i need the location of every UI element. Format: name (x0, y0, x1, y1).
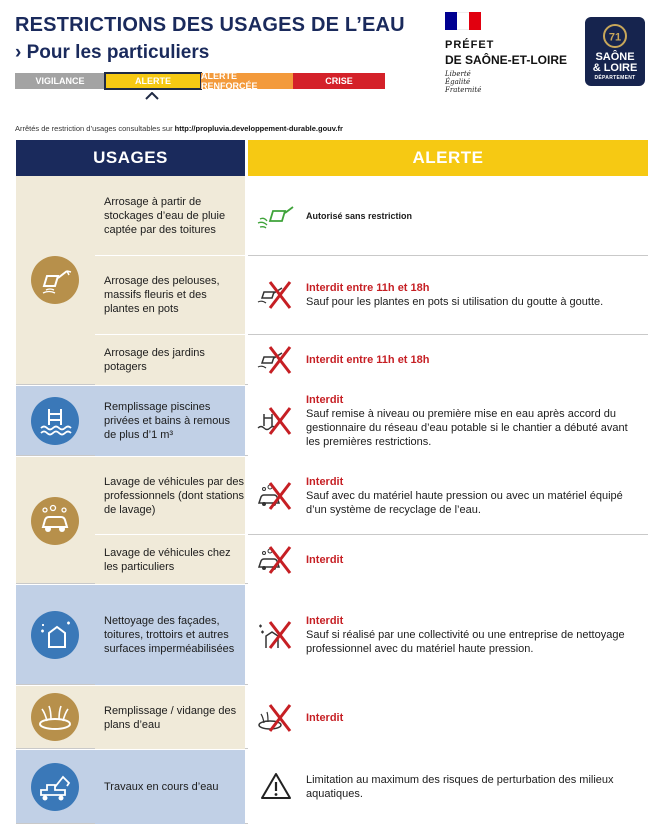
header-alerte: ALERTE (248, 140, 648, 176)
republic-motto: Liberté Égalité Fraternité (445, 70, 482, 94)
group-vehicules (16, 457, 648, 584)
forbidden-pool-icon (256, 404, 296, 438)
facade-cleaning-icon (31, 611, 79, 659)
group-nettoyage (16, 585, 648, 685)
pond-icon (31, 693, 79, 741)
department-emblem-icon (602, 23, 628, 49)
group-travaux (16, 750, 648, 824)
table-row: Arrosage des jardins potagers Interdit entre 11h et 18h (95, 335, 648, 385)
alert-level-bar (15, 73, 385, 89)
header-usages: USAGES (16, 140, 245, 176)
decree-url[interactable]: http://propluvia.developpement-durable.gouv.fr (174, 124, 343, 133)
forbidden-cleaning-icon (256, 618, 296, 652)
table-row: Remplissage / vidange des plans d’eau Interdit (95, 686, 648, 749)
level-alerte-selected: ALERTE (105, 73, 201, 89)
prefet-logo (443, 12, 583, 92)
table-row: Lavage de véhicules par des professionnels (dont stations de lavage) Interdit Sauf avec du matériel haute pression ou avec un matériel équipé d’un système de recyclage de l’eau. (95, 457, 648, 534)
svg-text:71: 71 (608, 31, 622, 44)
watering-can-icon (31, 256, 79, 304)
forbidden-watering-icon (256, 278, 296, 312)
page-title: RESTRICTIONS DES USAGES DE L’EAU (15, 14, 405, 36)
group-plans-eau (16, 686, 648, 749)
table-row: Nettoyage des façades, toitures, trottoirs et autres surfaces imperméabilisées Interdit Sauf si réalisé par une collectivité ou une entreprise de nettoyage professionnel avec du matériel haute pression. (95, 585, 648, 685)
table-row: Lavage de véhicules chez les particuliers Interdit (95, 535, 648, 584)
selected-level-caret-icon (145, 92, 159, 100)
prefet-name: DE SAÔNE-ET-LOIRE (445, 53, 568, 67)
table-row: Arrosage des pelouses, massifs fleuris et des plantes en pots Interdit entre 11h et 18h Sauf pour les plantes en pots si utilisation du goutte à goutte. (95, 256, 648, 334)
decree-note: Arrêtés de restriction d’usages consultables sur http://propluvia.developpement-durable.gouv.fr (15, 124, 343, 133)
group-piscines (16, 386, 648, 456)
warning-icon (256, 770, 296, 804)
forbidden-car-wash-icon (256, 479, 296, 513)
pool-icon (31, 397, 79, 445)
car-wash-icon (31, 497, 79, 545)
level-crise: CRISE (293, 73, 385, 89)
forbidden-car-wash-icon (256, 543, 296, 577)
department-logo: 71 SAÔNE & LOIRE DÉPARTEMENT (585, 17, 645, 86)
prefet-label: PRÉFET (445, 39, 495, 51)
excavator-icon (31, 763, 79, 811)
group-arrosage (16, 176, 648, 385)
level-alerte-renforcee: ALERTE RENFORCÉE (201, 73, 293, 89)
table-row: Arrosage à partir de stockages d’eau de pluie captée par des toitures Autorisé sans restriction (95, 176, 648, 255)
table-row: Travaux en cours d’eau Limitation au maximum des risques de perturbation des milieux aquatiques. (95, 750, 648, 824)
level-vigilance: VIGILANCE (15, 73, 105, 89)
forbidden-watering-icon (256, 343, 296, 377)
page-subtitle: › Pour les particuliers (15, 42, 210, 63)
french-flag-icon (445, 12, 481, 30)
allowed-watering-icon (256, 199, 296, 233)
table-row: Remplissage piscines privées et bains à remous de plus d’1 m³ Interdit Sauf remise à niveau ou première mise en eau après accord du gestionnaire du réseau d’eau potable si le chantier a débuté avant les premières restrictions. (95, 386, 648, 456)
forbidden-pond-icon (256, 701, 296, 735)
